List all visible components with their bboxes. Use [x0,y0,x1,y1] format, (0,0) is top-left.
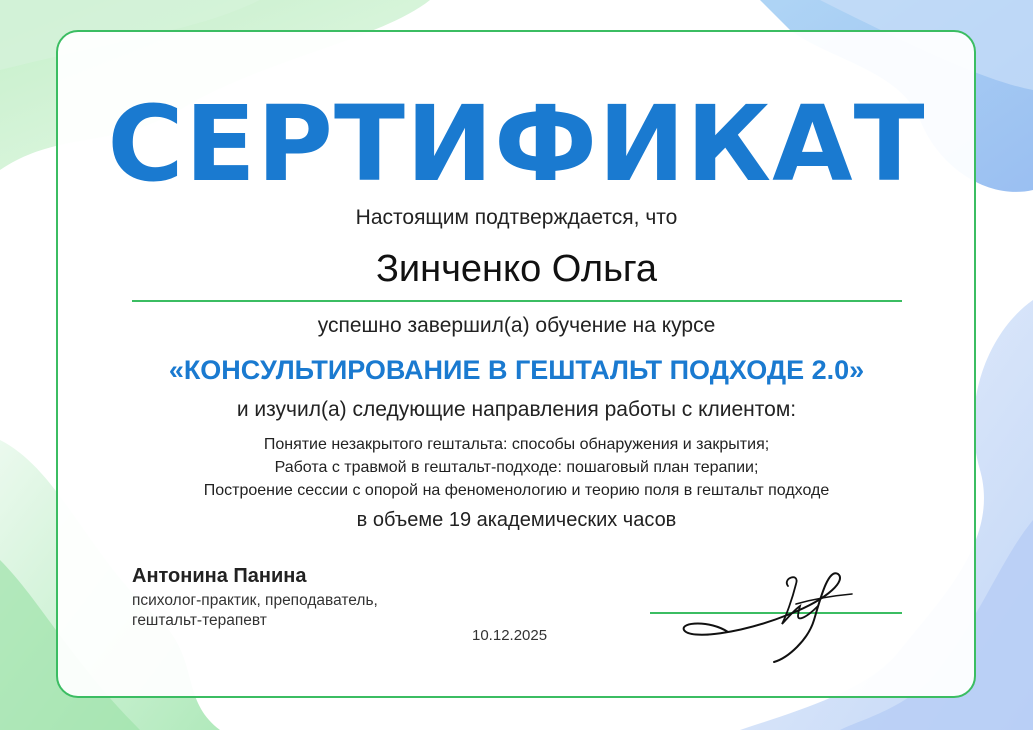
author-name: Антонина Панина [132,565,307,587]
author-role-line: гештальт-терапевт [132,612,267,629]
hours-text: в объеме 19 академических часов [356,509,677,531]
studied-text: и изучил(а) следующие направления работы с клиентом: [236,398,797,421]
topic-item: Работа с травмой в гештальт-подходе: пошаговый план терапии; [274,459,759,476]
confirm-text: Настоящим подтверждается, что [355,206,678,229]
topic-item: Понятие незакрытого гештальта: способы обнаружения и закрытия; [263,436,770,453]
course-title: «КОНСУЛЬТИРОВАНИЕ В ГЕШТАЛЬТ ПОДХОДЕ 2.0» [168,355,865,385]
author-role-line: психолог-практик, преподаватель, [132,592,378,609]
recipient-name: Зинченко Ольга [375,248,658,290]
topics-list [0,433,1033,502]
signature-icon [670,560,870,668]
completed-text: успешно завершил(а) обучение на курсе [317,314,716,337]
name-underline [132,300,902,302]
author-role [132,591,462,631]
certificate-title: СЕРТИФИКАТ [107,83,926,205]
issue-date: 10.12.2025 [472,627,548,644]
topic-item: Построение сессии с опорой на феноменологию и теорию поля в гештальт подходе [203,482,830,499]
